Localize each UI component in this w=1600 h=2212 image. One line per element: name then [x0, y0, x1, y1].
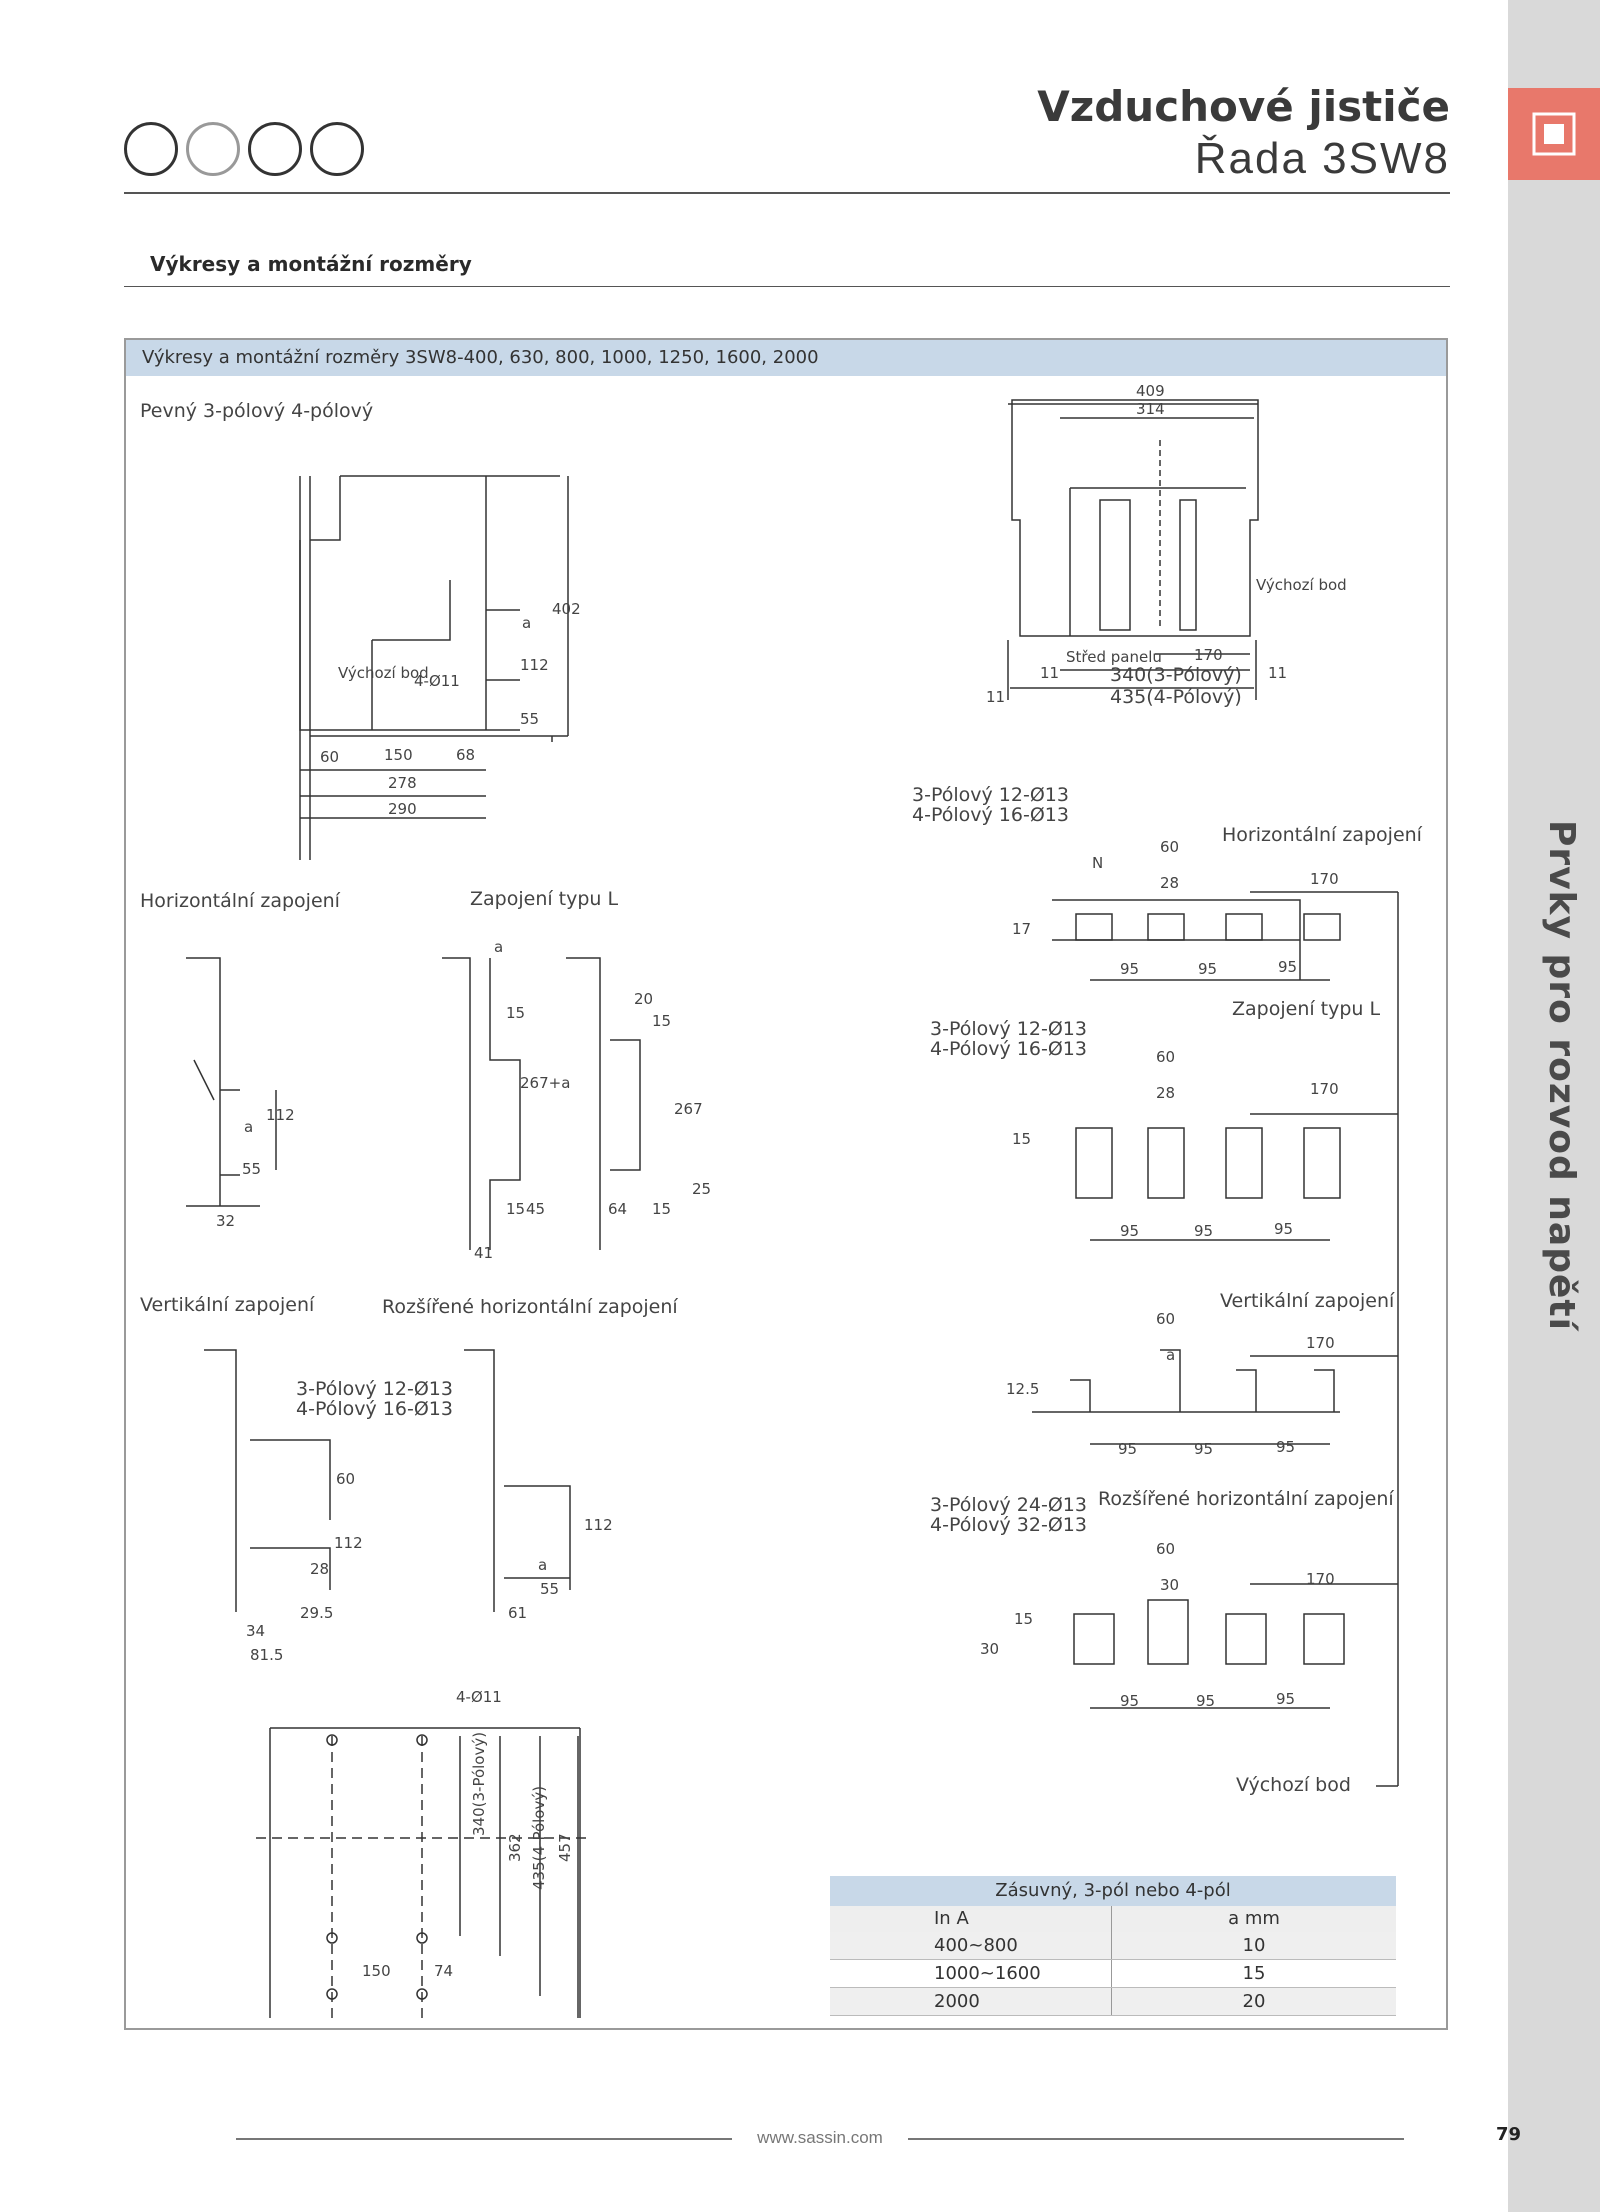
- typel-dim-45: 45: [526, 1200, 546, 1218]
- typel-dim-15c: 15: [652, 1012, 672, 1030]
- horiz-dim-a: a: [244, 1118, 254, 1136]
- r4-dim-30b: 30: [980, 1640, 1000, 1658]
- table-cell-a: 20: [1242, 1991, 1266, 2012]
- panel-header: Výkresy a montážní rozměry 3SW8-400, 630, 800, 1000, 1250, 1600, 2000: [126, 340, 1446, 376]
- vert-dim-29: 29.5: [300, 1604, 334, 1622]
- dim-a: a: [522, 614, 532, 632]
- dim-409: 409: [1136, 382, 1165, 400]
- left-vertical-label: Vertikální zapojení: [140, 1294, 315, 1316]
- dim-314: 314: [1136, 400, 1165, 418]
- dim-290: 290: [388, 800, 417, 818]
- dim-112: 112: [520, 656, 549, 674]
- vert-hole-4: 4-Pólový 16-Ø13: [296, 1398, 453, 1420]
- vert-hole-3: 3-Pólový 12-Ø13: [296, 1378, 453, 1400]
- typel-dim-15b: 15: [506, 1200, 526, 1218]
- fixed-label: Pevný 3-pólový 4-pólový: [140, 400, 374, 422]
- r2-dim-95c: 95: [1274, 1220, 1294, 1238]
- r3-dim-95c: 95: [1276, 1438, 1296, 1456]
- dim-340-top: 340(3-Pólový): [1110, 664, 1242, 686]
- section-divider: [124, 286, 1450, 287]
- origin-label-small: Výchozí bod: [1256, 576, 1347, 594]
- sidebar-label: Prvky pro rozvod napětí: [1541, 820, 1582, 1331]
- right-extended-label: Rozšířené horizontální zapojení: [1098, 1488, 1394, 1510]
- right-hole-1-3: 3-Pólový 12-Ø13: [912, 784, 1069, 806]
- dim-68: 68: [456, 746, 476, 764]
- right-hole-2-3: 3-Pólový 12-Ø13: [930, 1018, 1087, 1040]
- r3-dim-170: 170: [1306, 1334, 1335, 1352]
- left-extended-label: Rozšířené horizontální zapojení: [382, 1296, 678, 1318]
- typel-dim-41: 41: [474, 1244, 494, 1262]
- section-title: Výkresy a montážní rozměry: [150, 252, 472, 276]
- dim-11c: 11: [986, 688, 1006, 706]
- ext-dim-55: 55: [540, 1580, 560, 1598]
- dim-150: 150: [384, 746, 413, 764]
- r1-dim-170: 170: [1310, 870, 1339, 888]
- vert-dim-81: 81.5: [250, 1646, 284, 1664]
- page-title: Vzduchové jističe: [1037, 82, 1450, 131]
- r4-dim-30: 30: [1160, 1576, 1180, 1594]
- typel-dim-20: 20: [634, 990, 654, 1008]
- sidebar-tab-breaker-icon: [1508, 88, 1600, 180]
- panel-center-label: Střed panelu: [1066, 648, 1162, 666]
- hole-label-side: 4-Ø11: [414, 672, 460, 690]
- footer-url[interactable]: www.sassin.com: [757, 2128, 883, 2147]
- tower-icon: [310, 122, 364, 176]
- r2-dim-15: 15: [1012, 1130, 1032, 1148]
- horiz-dim-55: 55: [242, 1160, 262, 1178]
- table-row: [830, 1988, 1396, 2016]
- right-hole-3-4: 4-Pólový 32-Ø13: [930, 1514, 1087, 1536]
- bottom-dim-362: 362: [506, 1833, 524, 1862]
- r2-dim-60: 60: [1156, 1048, 1176, 1066]
- left-typel-label: Zapojení typu L: [470, 888, 619, 910]
- table-cell-in: 1000~1600: [830, 1960, 1112, 1987]
- table-cell-in: 2000: [830, 1988, 1112, 2015]
- bottom-dim-74: 74: [434, 1962, 454, 1980]
- typel-dim-267a: 267+a: [520, 1074, 571, 1092]
- bottom-dim-435: 435(4-Pólový): [530, 1785, 548, 1890]
- bottom-dim-150: 150: [362, 1962, 391, 1980]
- footer-line-right: [908, 2138, 1404, 2140]
- ext-dim-a: a: [538, 1556, 548, 1574]
- table-cell-a: 15: [1242, 1963, 1266, 1984]
- typel-dim-267: 267: [674, 1100, 703, 1118]
- r4-dim-60: 60: [1156, 1540, 1176, 1558]
- r4-dim-95a: 95: [1120, 1692, 1140, 1710]
- r2-dim-95b: 95: [1194, 1222, 1214, 1240]
- factory-icon: [186, 122, 240, 176]
- vert-dim-112: 112: [334, 1534, 363, 1552]
- dim-435-top: 435(4-Pólový): [1110, 686, 1242, 708]
- typel-dim-25: 25: [692, 1180, 712, 1198]
- r1-dim-28: 28: [1160, 874, 1180, 892]
- vert-dim-60: 60: [336, 1470, 356, 1488]
- building-icon: [124, 122, 178, 176]
- page-subtitle: Řada 3SW8: [1194, 134, 1450, 183]
- plug-in-table: [830, 1876, 1396, 2016]
- typel-dim-15d: 15: [652, 1200, 672, 1218]
- r2-dim-170: 170: [1310, 1080, 1339, 1098]
- left-horizontal-label: Horizontální zapojení: [140, 890, 340, 912]
- table-title: Zásuvný, 3-pól nebo 4-pól: [830, 1876, 1396, 1906]
- dim-402: 402: [552, 600, 581, 618]
- table-row: [830, 1932, 1396, 1960]
- dim-278: 278: [388, 774, 417, 792]
- typel-dim-15a: 15: [506, 1004, 526, 1022]
- bottom-dim-340: 340(3-Pólový): [470, 1731, 488, 1836]
- r4-dim-15: 15: [1014, 1610, 1034, 1628]
- right-typel-label: Zapojení typu L: [1232, 998, 1381, 1020]
- page-number: 79: [1496, 2124, 1522, 2145]
- typel-dim-a: a: [494, 938, 504, 956]
- horiz-dim-112: 112: [266, 1106, 295, 1124]
- table-header-row: [830, 1906, 1396, 1932]
- dim-170-top: 170: [1194, 646, 1223, 664]
- bottom-dim-457: 457: [556, 1833, 574, 1862]
- vert-dim-34: 34: [246, 1622, 266, 1640]
- dim-11b: 11: [1268, 664, 1288, 682]
- table-col-a: a mm: [1228, 1908, 1280, 1929]
- ext-dim-61: 61: [508, 1604, 528, 1622]
- r1-dim-60: 60: [1160, 838, 1180, 856]
- r3-dim-95b: 95: [1194, 1440, 1214, 1458]
- table-cell-a: 10: [1242, 1935, 1266, 1956]
- ext-dim-112: 112: [584, 1516, 613, 1534]
- r3-dim-95a: 95: [1118, 1440, 1138, 1458]
- r3-dim-12-5: 12.5: [1006, 1380, 1040, 1398]
- typel-dim-64: 64: [608, 1200, 628, 1218]
- dim-60: 60: [320, 748, 340, 766]
- r1-dim-17: 17: [1012, 920, 1032, 938]
- right-horizontal-label: Horizontální zapojení: [1222, 824, 1422, 846]
- table-body: [830, 1932, 1396, 2016]
- bottom-hole-label: 4-Ø11: [456, 1688, 502, 1706]
- right-n-label: N: [1092, 854, 1104, 872]
- right-vertical-label: Vertikální zapojení: [1220, 1290, 1395, 1312]
- r1-dim-95a: 95: [1120, 960, 1140, 978]
- table-cell-in: 400~800: [830, 1932, 1112, 1959]
- industry-icon: [248, 122, 302, 176]
- dim-55: 55: [520, 710, 540, 728]
- vert-dim-28: 28: [310, 1560, 330, 1578]
- r4-dim-95c: 95: [1276, 1690, 1296, 1708]
- footer-line-left: [236, 2138, 732, 2140]
- origin-label-left: Výchozí bod: [338, 664, 429, 682]
- right-origin-label: Výchozí bod: [1236, 1774, 1351, 1796]
- right-hole-1-4: 4-Pólový 16-Ø13: [912, 804, 1069, 826]
- horiz-dim-32: 32: [216, 1212, 236, 1230]
- header-divider: [124, 192, 1450, 194]
- r4-dim-170: 170: [1306, 1570, 1335, 1588]
- right-hole-2-4: 4-Pólový 16-Ø13: [930, 1038, 1087, 1060]
- r4-dim-95b: 95: [1196, 1692, 1216, 1710]
- breaker-icon: [1508, 88, 1600, 180]
- r2-dim-28: 28: [1156, 1084, 1176, 1102]
- right-hole-3-3: 3-Pólový 24-Ø13: [930, 1494, 1087, 1516]
- dim-11a: 11: [1040, 664, 1060, 682]
- r2-dim-95a: 95: [1120, 1222, 1140, 1240]
- r3-dim-a: a: [1166, 1346, 1176, 1364]
- table-row: [830, 1960, 1396, 1988]
- table-col-in: In A: [830, 1906, 1112, 1932]
- r1-dim-95b: 95: [1198, 960, 1218, 978]
- r1-dim-95c: 95: [1278, 958, 1298, 976]
- r3-dim-60: 60: [1156, 1310, 1176, 1328]
